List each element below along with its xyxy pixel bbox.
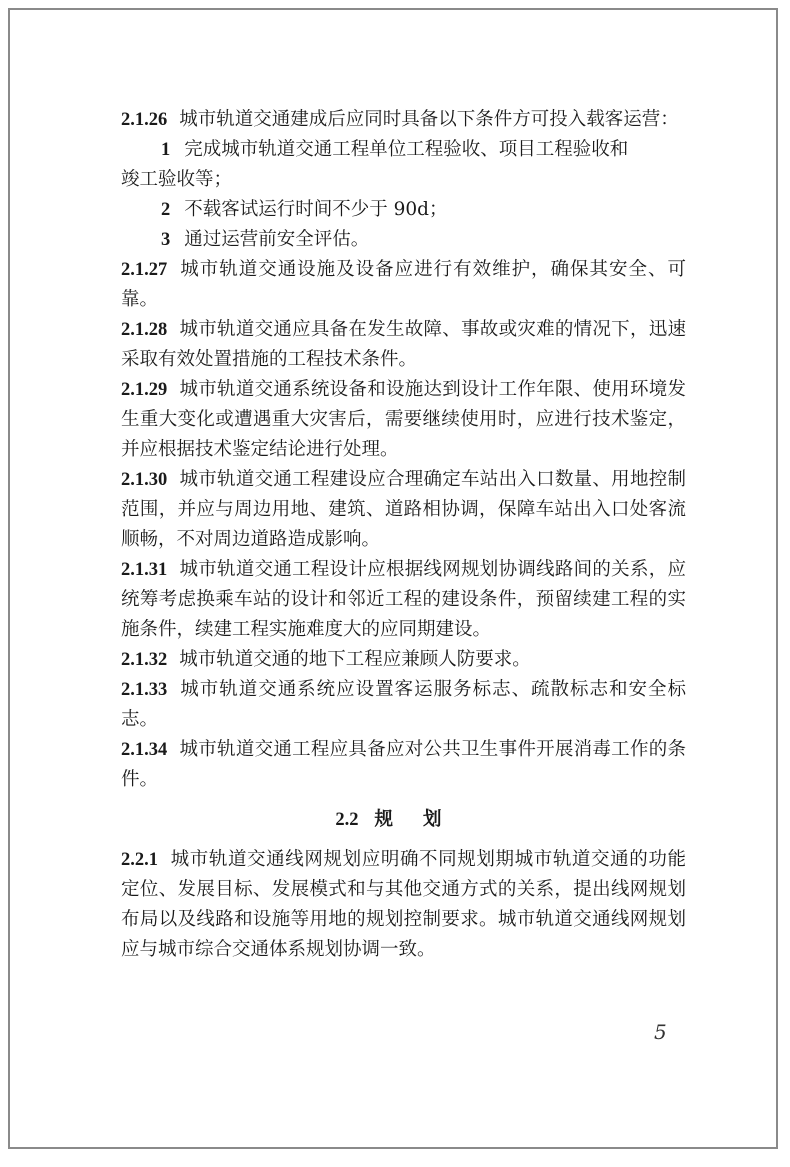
clause-number: 2.1.31 — [121, 560, 168, 580]
list-item-1 — [121, 135, 686, 165]
item-number: 2 — [161, 200, 171, 220]
item-text-continuation: 竣工验收等； — [121, 169, 233, 190]
clause-text: 城市轨道交通线网规划应明确不同规划期城市轨道交通的功能定位、发展目标、发展模式和与其他交通方式的关系，提出线网规划布局以及线路和设施等用地的规划控制要求。城市轨道交通线网规划应与城市综合交通体系规划协调一致。 — [121, 849, 686, 960]
clause-number: 2.1.28 — [121, 320, 168, 340]
section-heading — [121, 805, 686, 835]
list-item-1-continuation — [121, 165, 686, 195]
item-text: 通过运营前安全评估。 — [184, 229, 370, 250]
clause-2-2-1 — [121, 845, 686, 965]
clause-number: 2.1.32 — [121, 650, 168, 670]
clause-number: 2.1.29 — [121, 380, 168, 400]
clause-2-1-27 — [121, 255, 686, 315]
list-item-3 — [121, 225, 686, 255]
clause-2-1-28 — [121, 315, 686, 375]
clause-text: 城市轨道交通建成后应同时具备以下条件方可投入载客运营： — [179, 109, 679, 130]
document-body — [121, 105, 686, 965]
clause-text: 城市轨道交通设施及设备应进行有效维护，确保其安全、可靠。 — [121, 259, 686, 310]
clause-text: 城市轨道交通系统应设置客运服务标志、疏散标志和安全标志。 — [121, 679, 686, 730]
clause-2-1-33 — [121, 675, 686, 735]
item-number: 3 — [161, 230, 171, 250]
item-number: 1 — [161, 140, 171, 160]
clause-text: 城市轨道交通工程应具备应对公共卫生事件开展消毒工作的条件。 — [121, 739, 686, 790]
clause-2-1-32 — [121, 645, 686, 675]
clause-2-1-34 — [121, 735, 686, 795]
page-number: 5 — [654, 1020, 667, 1044]
clause-number: 2.2.1 — [121, 850, 158, 870]
section-title: 规划 — [374, 809, 472, 830]
clause-2-1-29 — [121, 375, 686, 465]
clause-number: 2.1.27 — [121, 260, 168, 280]
clause-number: 2.1.30 — [121, 470, 168, 490]
item-text: 完成城市轨道交通工程单位工程验收、项目工程验收和 — [184, 139, 629, 160]
item-text: 不载客试运行时间不少于 90d； — [184, 199, 448, 220]
clause-text: 城市轨道交通的地下工程应兼顾人防要求。 — [179, 649, 531, 670]
clause-2-1-31 — [121, 555, 686, 645]
clause-number: 2.1.26 — [121, 110, 168, 130]
clause-2-1-26 — [121, 105, 686, 135]
clause-2-1-30 — [121, 465, 686, 555]
clause-number: 2.1.34 — [121, 740, 168, 760]
clause-text: 城市轨道交通系统设备和设施达到设计工作年限、使用环境发生重大变化或遭遇重大灾害后，需要继续使用时，应进行技术鉴定，并应根据技术鉴定结论进行处理。 — [121, 379, 686, 460]
clause-text: 城市轨道交通工程建设应合理确定车站出入口数量、用地控制范围，并应与周边用地、建筑、道路相协调，保障车站出入口处客流顺畅，不对周边道路造成影响。 — [121, 469, 686, 550]
clause-text: 城市轨道交通应具备在发生故障、事故或灾难的情况下，迅速采取有效处置措施的工程技术条件。 — [121, 319, 686, 370]
clause-number: 2.1.33 — [121, 680, 168, 700]
section-number: 2.2 — [335, 810, 359, 830]
list-item-2 — [121, 195, 686, 225]
clause-text: 城市轨道交通工程设计应根据线网规划协调线路间的关系，应统筹考虑换乘车站的设计和邻近工程的建设条件，预留续建工程的实施条件，续建工程实施难度大的应同期建设。 — [121, 559, 686, 640]
